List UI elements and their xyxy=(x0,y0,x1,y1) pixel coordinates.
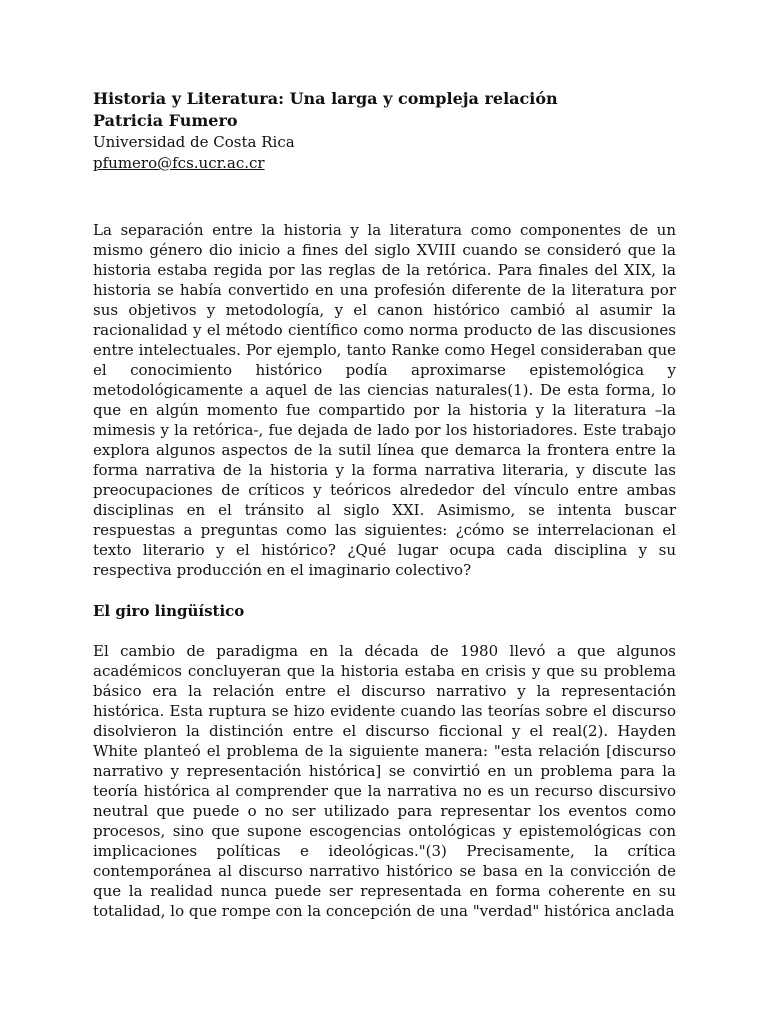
document-title: Historia y Literatura: Una larga y compleja relación xyxy=(93,89,558,108)
body-paragraph-2: El cambio de paradigma en la década de 1980 llevó a que algunos académicos concluyeran que la historia estaba en crisis y que su problema básico era la relación entre el discurso narrativo y la representación histórica. Esta ruptura se hizo evidente cuando las teorías sobre el discurso disolvieron la distinción entre el discurso ficcional y el real(2). Hayden White planteó el problema de la siguiente manera: "esta relación [discurso narrativo y representación histórica] se convirtió en un problema para la teoría histórica al comprender que la narrativa no es un recurso discursivo neutral que puede o no ser utilizado para representar los eventos como procesos, sino que supone escogencias ontológicas y epistemológicas con implicaciones políticas e ideológicas."(3) Precisamente, la crítica contemporánea al discurso narrativo histórico se basa en la convicción de que la realidad nunca puede ser representada en forma coherente en su totalidad, lo que rompe con la concepción de una "verdad" histórica anclada xyxy=(93,642,676,920)
author-name: Patricia Fumero xyxy=(93,111,238,130)
author-email-link[interactable]: pfumero@fcs.ucr.ac.cr xyxy=(93,154,265,172)
body-paragraph-1: La separación entre la historia y la literatura como componentes de un mismo género dio inicio a fines del siglo XVIII cuando se consideró que la historia estaba regida por las reglas de la retórica. Para finales del XIX, la historia se había convertido en una profesión diferente de la literatura por sus objetivos y metodología, y el canon histórico cambió al asumir la racionalidad y el método científico como norma producto de las discusiones entre intelectuales. Por ejemplo, tanto Ranke como Hegel consideraban que el conocimiento histórico podía aproximarse epistemológica y metodológicamente a aquel de las ciencias naturales(1). De esta forma, lo que en algún momento fue compartido por la historia y la literatura –la mimesis y la retórica-, fue dejada de lado por los historiadores. Este trabajo explora algunos aspectos de la sutil línea que demarca la frontera entre la forma narrativa de la historia y la forma narrativa literaria, y discute las preocupaciones de críticos y teóricos alrededor del vínculo entre ambas disciplinas en el tránsito al siglo XXI. Asimismo, se intenta buscar respuestas a preguntas como las siguientes: ¿cómo se interrelacionan el texto literario y el histórico? ¿Qué lugar ocupa cada disciplina y su respectiva producción en el imaginario colectivo? xyxy=(93,221,676,579)
document-page xyxy=(93,88,676,921)
section-heading: El giro lingüístico xyxy=(93,602,245,620)
author-affiliation: Universidad de Costa Rica xyxy=(93,133,295,151)
